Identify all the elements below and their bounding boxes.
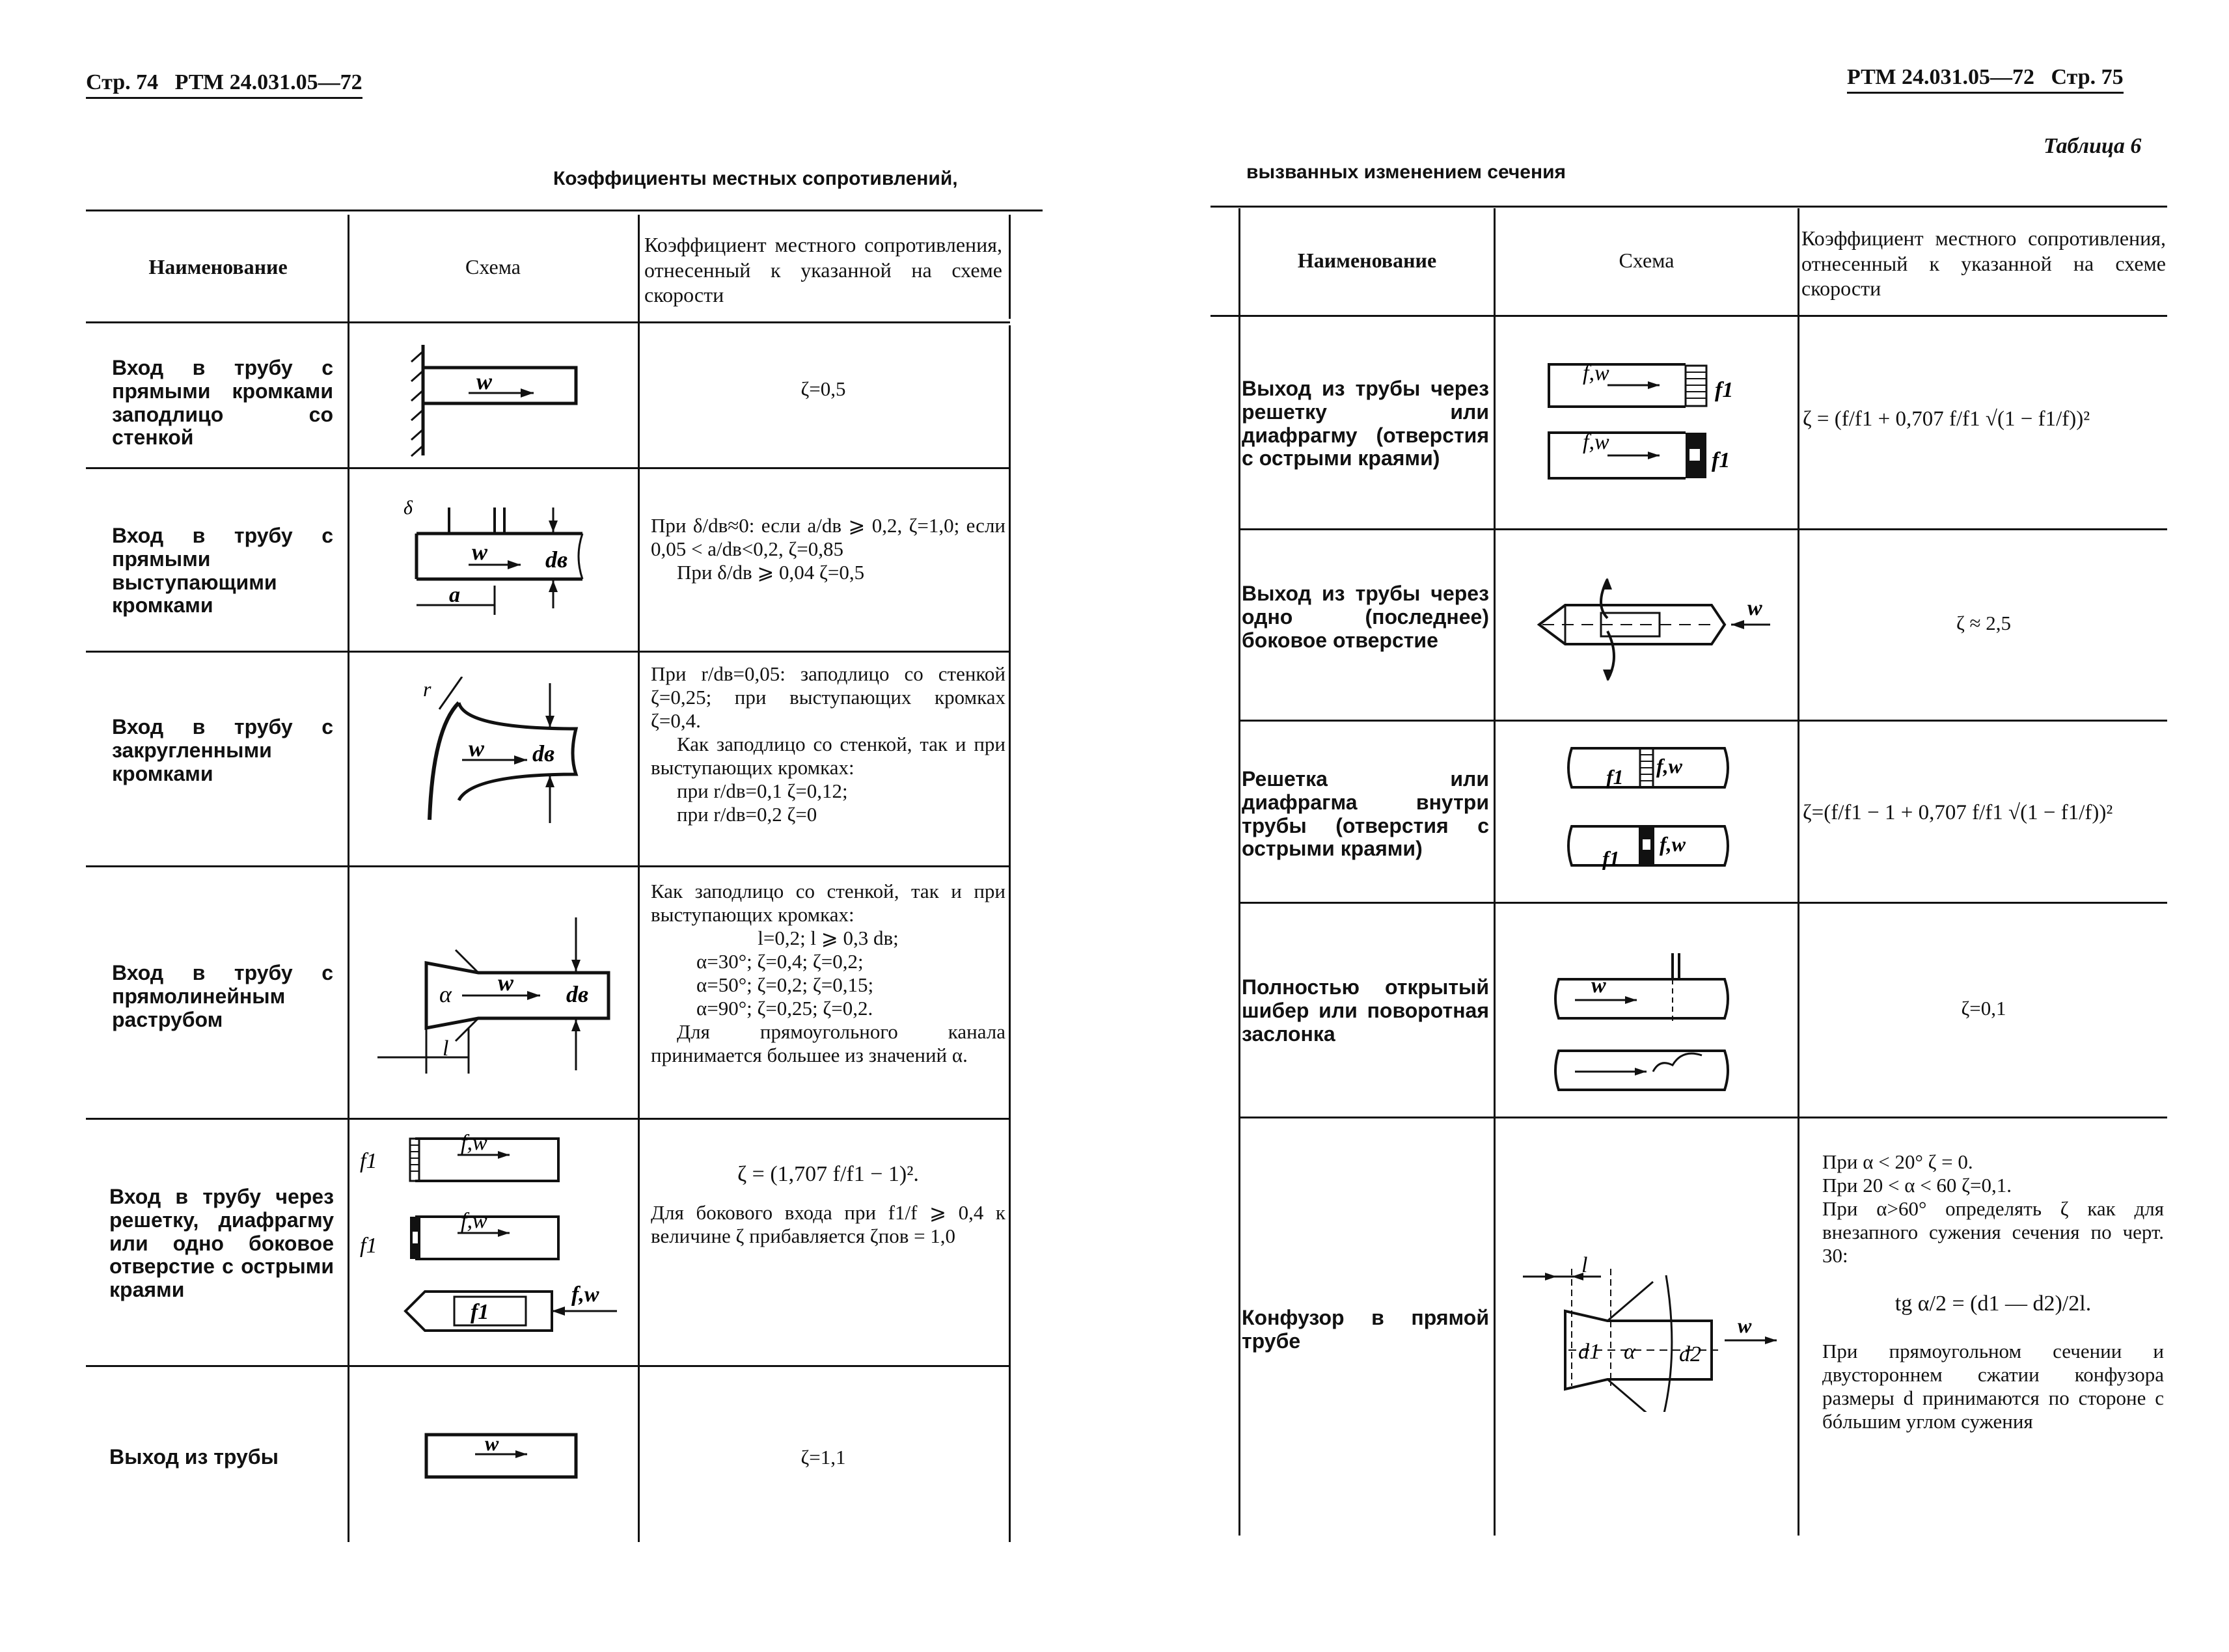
coefficient-text: ζ = (1,707 f/f1 − 1)². Для бокового входа при f1/f ⩾ 0,4 к величине ζ прибавляется ζпов = 1,0 <box>651 1162 1005 1248</box>
scheme-diagram <box>397 494 605 625</box>
row-name: Вход в трубу с закругленными кромками <box>112 715 333 785</box>
scheme-diagram <box>1536 351 1751 488</box>
svg-text:dв: dв <box>545 547 568 573</box>
coefficient-value: ζ=1,1 <box>800 1446 846 1469</box>
row-name: Вход в трубу с прямолинейным раструбом <box>112 961 333 1031</box>
page-number: Стр. 75 <box>2051 65 2124 89</box>
svg-text:α: α <box>1624 1340 1635 1364</box>
table-number: Таблица 6 <box>2044 134 2142 158</box>
row-name: Вход в трубу с прямыми кромками заподлицо со стенкой <box>112 356 333 450</box>
svg-text:w: w <box>469 735 485 761</box>
table-caption-left: Коэффициенты местных сопротивлений, <box>553 168 958 189</box>
document-code: РТМ 24.031.05—72 <box>1847 65 2035 89</box>
row-name: Выход из трубы через одно (последнее) боковое отверстие <box>1242 582 1489 652</box>
svg-text:a: a <box>449 583 460 607</box>
row-name: Вход в трубу с прямыми выступающими кромками <box>112 524 333 617</box>
scheme-diagram <box>1529 566 1790 696</box>
scheme-diagram <box>377 911 625 1080</box>
coefficient-text: При r/dв=0,05: заподлицо со стенкой ζ=0,25; при выступающих кромках ζ=0,4. Как заподлицо со стенкой, так и при выступающих кромках: при r/dв=0,1 ζ=0,12; при r/dв=0,2 ζ=0 <box>651 662 1005 826</box>
svg-text:dв: dв <box>532 740 555 766</box>
svg-text:f1: f1 <box>1602 846 1620 870</box>
coefficient-value: ζ=0,1 <box>1961 997 2006 1020</box>
scheme-diagram <box>384 677 618 826</box>
svg-text:w: w <box>1738 1314 1752 1337</box>
svg-text:r: r <box>423 677 431 701</box>
document-code: РТМ 24.031.05—72 <box>174 70 362 94</box>
svg-text:w: w <box>476 368 493 394</box>
coefficient-text: Как заподлицо со стенкой, так и при выступающих кромках: l=0,2; l ⩾ 0,3 dв; α=30°; ζ=0,4; ζ=0,2; α=50°; ζ=0,2; ζ=0,15; α=90°; ζ=0,25; ζ=0,2. Для прямоугольного канала принимается большее из значений α. <box>651 880 1005 1066</box>
svg-text:δ: δ <box>403 497 413 519</box>
svg-text:f1: f1 <box>1715 378 1734 402</box>
coefficient-text: При δ/dв≈0: если a/dв ⩾ 0,2, ζ=1,0; если 0,05 < a/dв<0,2, ζ=0,85 При δ/dв ⩾ 0,04 ζ=0,5 <box>651 514 1005 584</box>
row-name: Выход из трубы <box>109 1445 279 1469</box>
column-header-coefficient: Коэффициент местного сопротивления, отнесенный к указанной на схеме скорости <box>644 233 1002 307</box>
column-header-coefficient: Коэффициент местного сопротивления, отнесенный к указанной на схеме скорости <box>1801 226 2166 301</box>
svg-text:dв: dв <box>566 981 589 1007</box>
svg-text:l: l <box>443 1036 449 1061</box>
right-page-header <box>1847 65 2124 90</box>
column-header-name: Наименование <box>148 254 288 278</box>
scheme-diagram <box>1549 947 1744 1103</box>
svg-text:f,w: f,w <box>461 1209 487 1233</box>
svg-text:d1: d1 <box>1578 1340 1600 1364</box>
coefficient-formula: tg α/2 = (d1 — d2)/2l. <box>1894 1291 2092 1316</box>
svg-text:f1: f1 <box>360 1149 377 1173</box>
svg-text:w: w <box>485 1431 499 1455</box>
table-caption-right: вызванных изменением сечения <box>1246 161 1566 183</box>
svg-text:w: w <box>1747 596 1762 620</box>
column-header-name: Наименование <box>1297 248 1437 272</box>
row-name: Конфузор в прямой трубе <box>1242 1306 1489 1353</box>
coefficient-formula: ζ = (f/f1 + 0,707 f/f1 √(1 − f1/f))² <box>1803 407 2090 431</box>
svg-text:l: l <box>1581 1253 1588 1277</box>
row-name: Полностью открытый шибер или поворотная заслонка <box>1242 975 1489 1046</box>
svg-text:f,w: f,w <box>1660 832 1686 856</box>
svg-text:w: w <box>498 969 514 995</box>
svg-text:f1: f1 <box>1606 765 1624 789</box>
svg-text:f1: f1 <box>1712 448 1730 472</box>
row-name: Решетка или диафрагма внутри трубы (отверстия с острыми краями) <box>1242 767 1489 861</box>
page-number: Стр. 74 <box>86 70 159 94</box>
svg-text:f,w: f,w <box>571 1282 599 1307</box>
scheme-diagram <box>357 1122 630 1344</box>
row-name: Выход из трубы через решетку или диафрагму (отверстия с острыми краями) <box>1242 377 1489 470</box>
svg-text:d2: d2 <box>1679 1342 1701 1366</box>
column-header-scheme: Схема <box>1619 248 1675 272</box>
coefficient-formula: ζ = (1,707 f/f1 − 1)². <box>737 1162 919 1186</box>
row-name: Вход в трубу через решетку, диафрагму или одно боковое отверстие с острыми краями <box>109 1185 334 1302</box>
svg-text:f1: f1 <box>471 1300 489 1324</box>
column-header-scheme: Схема <box>465 254 521 278</box>
coefficient-value: ζ ≈ 2,5 <box>1956 612 2012 634</box>
svg-text:f,w: f,w <box>1583 361 1609 385</box>
svg-text:f,w: f,w <box>1583 430 1609 454</box>
svg-text:f,w: f,w <box>1656 754 1682 778</box>
svg-text:w: w <box>1591 973 1606 997</box>
left-page-header <box>86 70 362 95</box>
scheme-diagram <box>1516 1249 1790 1412</box>
coefficient-text: При α < 20° ζ = 0. При 20 < α < 60 ζ=0,1. При α>60° определять ζ как для внезапного сужения сечения по черт. 30: tg α/2 = (d1 — d2)/2l. При прямоугольном сечении и двустороннем сжатии конфузора размеры d принимаются по стороне с бóльшим углом сужения <box>1822 1150 2164 1433</box>
scheme-diagram <box>403 338 599 462</box>
scheme-diagram <box>1562 735 1744 885</box>
svg-text:α: α <box>439 981 452 1007</box>
svg-text:f1: f1 <box>360 1234 377 1258</box>
coefficient-value: ζ=0,5 <box>800 377 846 400</box>
scheme-diagram <box>417 1422 586 1487</box>
svg-text:w: w <box>472 539 488 565</box>
coefficient-formula: ζ=(f/f1 − 1 + 0,707 f/f1 √(1 − f1/f))² <box>1803 801 2113 824</box>
svg-text:f,w: f,w <box>461 1131 487 1155</box>
